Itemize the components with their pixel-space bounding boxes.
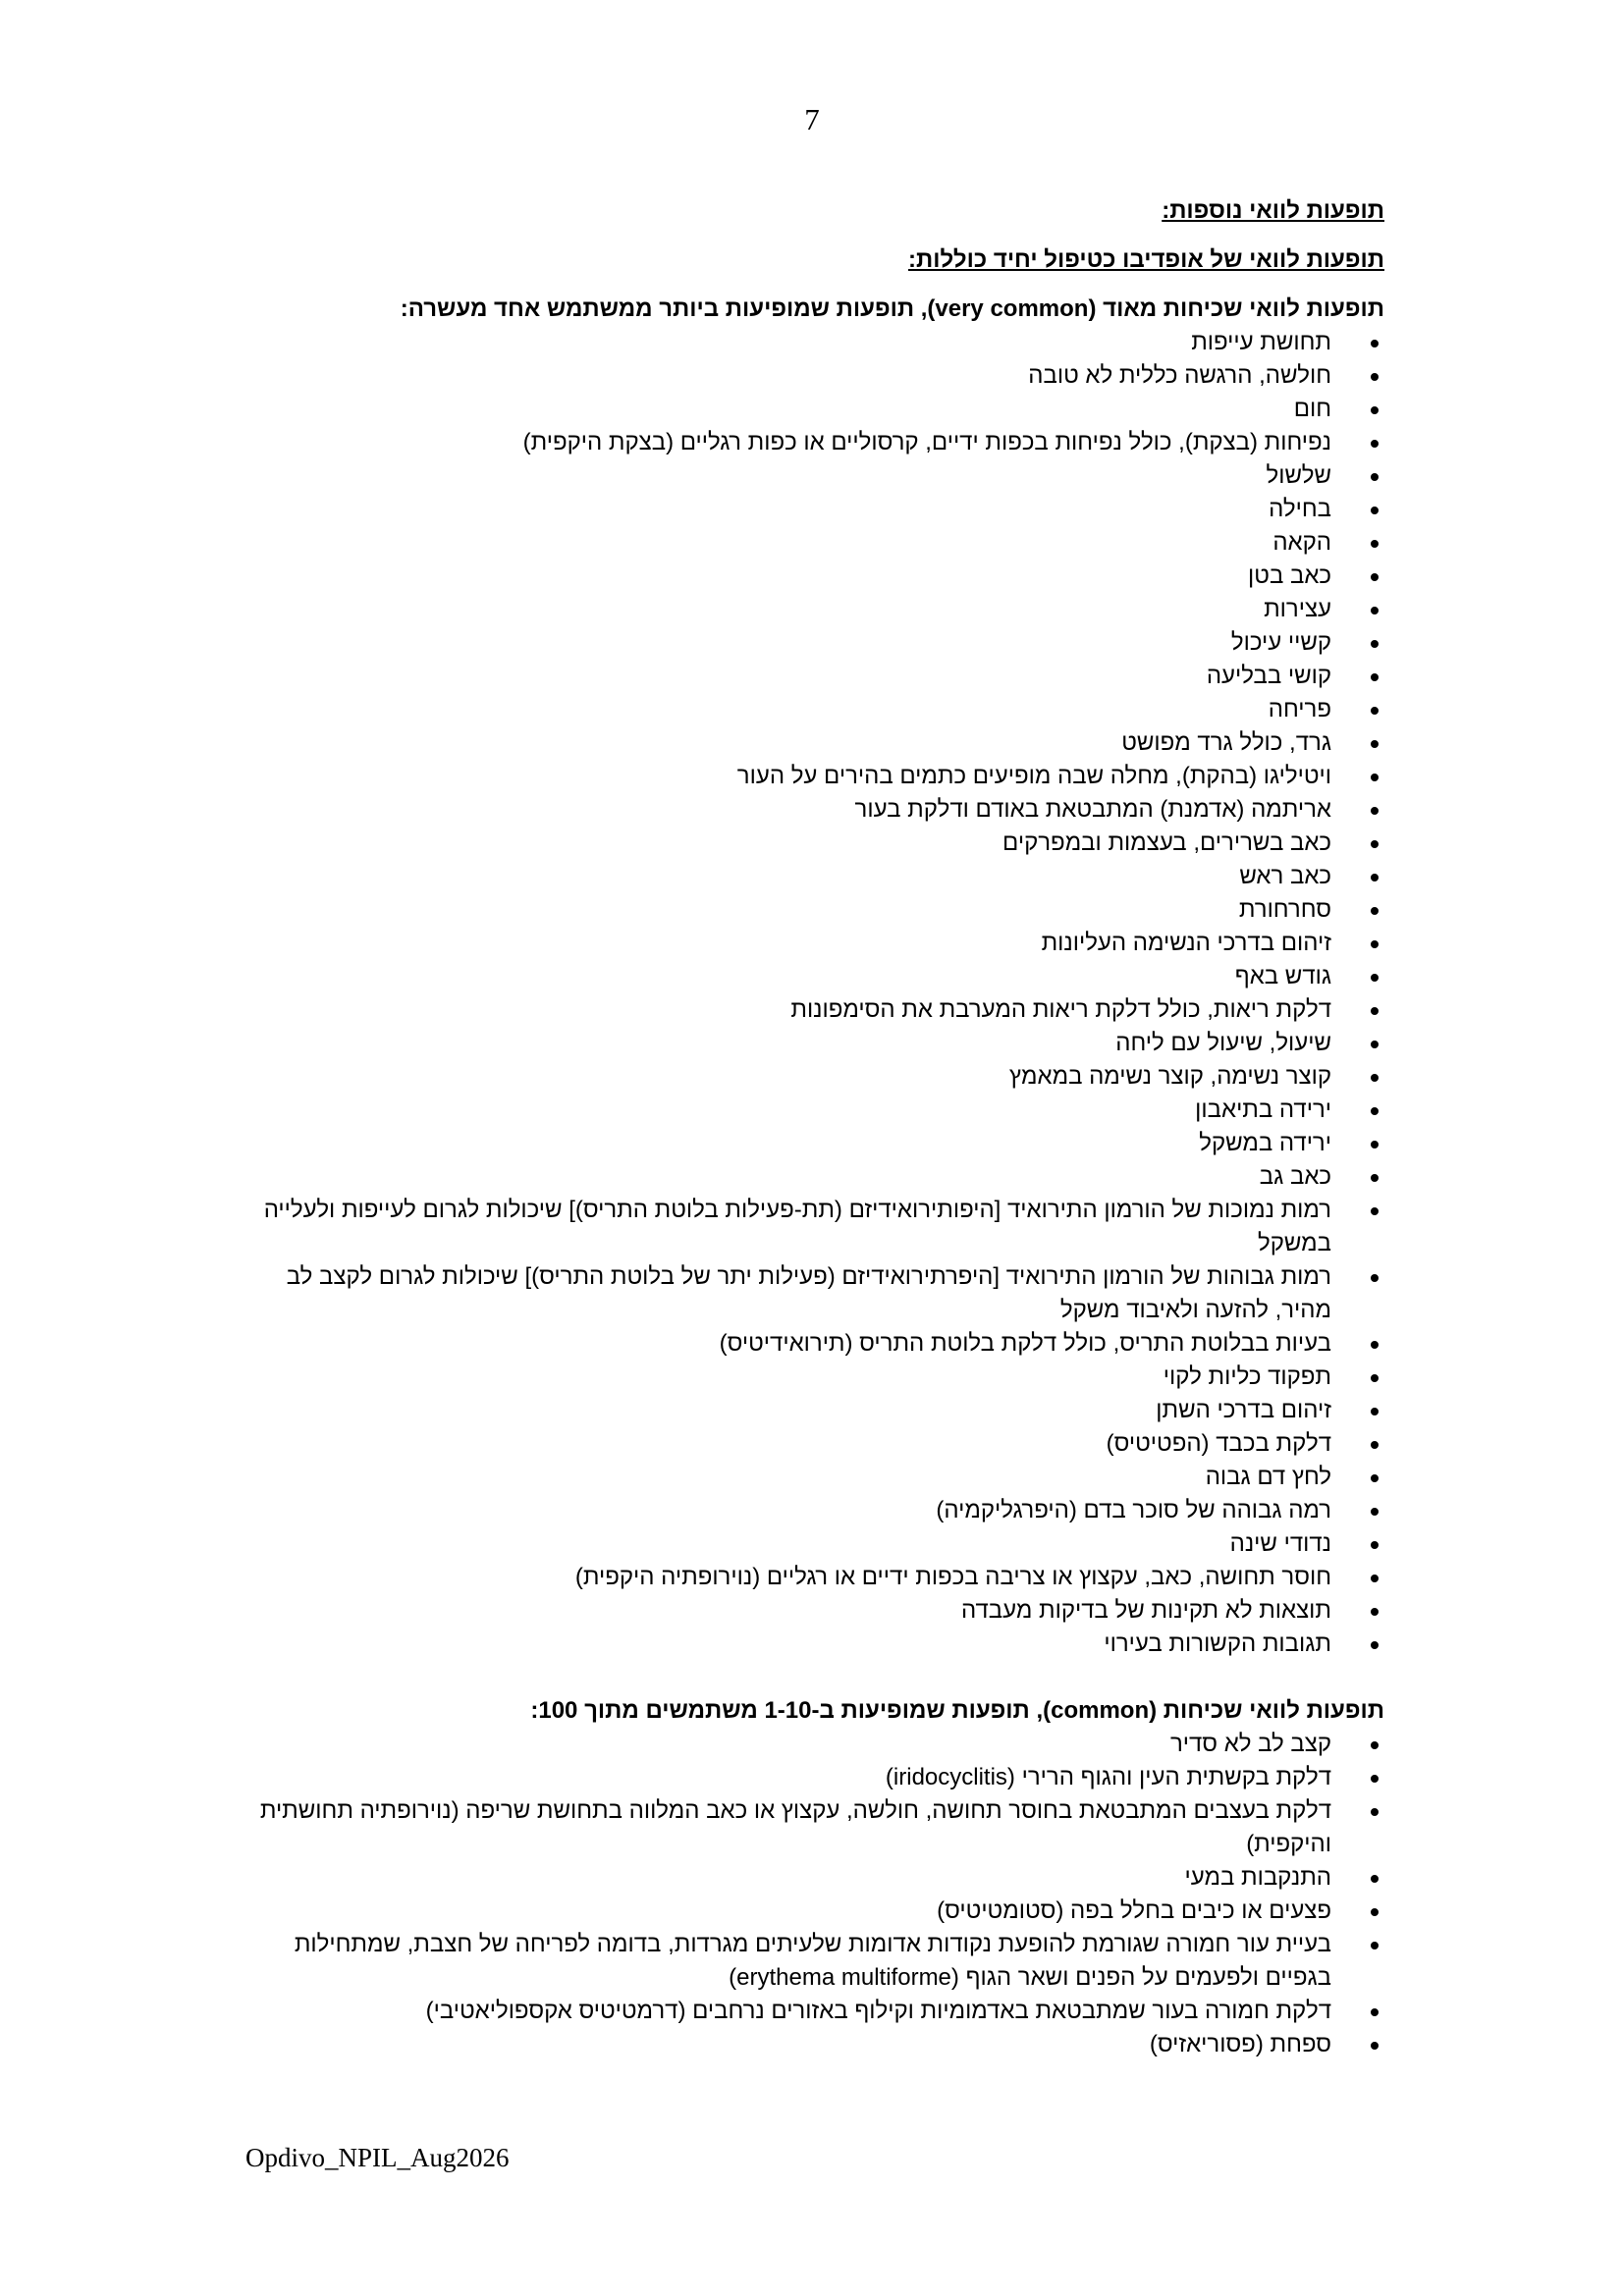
common-title: תופעות לוואי שכיחות (common), תופעות שמופיעות ב-1-10 משתמשים מתוך 100: bbox=[530, 1697, 1384, 1724]
list-item: דלקת ריאות, כולל דלקת ריאות המערבת את הסימפונות bbox=[245, 993, 1384, 1027]
subsection-heading: תופעות לוואי של אופדיבו כטיפול יחיד כוללות: bbox=[907, 246, 1384, 273]
list-item: חום bbox=[245, 393, 1384, 426]
list-item: זיהום בדרכי הנשימה העליונות bbox=[245, 927, 1384, 960]
common-list bbox=[245, 1728, 1384, 2061]
list-item: ויטיליגו (בהקת), מחלה שבה מופיעים כתמים בהירים על העור bbox=[245, 760, 1384, 793]
list-item: בחילה bbox=[245, 493, 1384, 526]
list-item: תחושת עייפות bbox=[245, 326, 1384, 359]
list-item: זיהום בדרכי השתן bbox=[245, 1394, 1384, 1427]
list-item: כאב בטן bbox=[245, 560, 1384, 593]
list-item: חוסר תחושה, כאב, עקצוץ או צריבה בכפות ידיים או רגליים (נוירופתיה היקפית) bbox=[245, 1561, 1384, 1594]
list-item: עצירות bbox=[245, 593, 1384, 626]
list-item: התנקבות במעי bbox=[245, 1861, 1384, 1895]
section-heading: תופעות לוואי נוספות: bbox=[1162, 197, 1384, 224]
list-item: אריתמה (אדמנת) המתבטאת באודם ודלקת בעור bbox=[245, 793, 1384, 827]
list-item: בעיית עור חמורה שגורמת להופעת נקודות אדומות שלעיתים מגרדות, בדומה לפריחה של חצבת, שמתחילות בגפיים ולפעמים על הפנים ושאר הגוף (erythema multiforme) bbox=[245, 1928, 1384, 1995]
list-item: גרד, כולל גרד מפושט bbox=[245, 726, 1384, 760]
list-item: קושי בבליעה bbox=[245, 660, 1384, 693]
list-item: הקאה bbox=[245, 526, 1384, 560]
list-item: קשיי עיכול bbox=[245, 626, 1384, 660]
list-item: ירידה במשקל bbox=[245, 1127, 1384, 1160]
list-item: קוצר נשימה, קוצר נשימה במאמץ bbox=[245, 1060, 1384, 1094]
list-item: רמות נמוכות של הורמון התירואיד [היפותירואידיזם (תת-פעילות בלוטת התריס)] שיכולות לגרום לעייפות ולעלייה במשקל bbox=[245, 1194, 1384, 1260]
list-item: פצעים או כיבים בחלל בפה (סטומטיטיס) bbox=[245, 1895, 1384, 1928]
list-item: שלשול bbox=[245, 459, 1384, 493]
list-item: ירידה בתיאבון bbox=[245, 1094, 1384, 1127]
document-body bbox=[245, 194, 1384, 2061]
page-number: 7 bbox=[804, 102, 820, 136]
list-item: קצב לב לא סדיר bbox=[245, 1728, 1384, 1761]
list-item: דלקת חמורה בעור שמתבטאת באדמומיות וקילוף באזורים נרחבים (דרמטיטיס אקספוליאטיבי) bbox=[245, 1995, 1384, 2028]
list-item: נפיחות (בצקת), כולל נפיחות בכפות ידיים, קרסוליים או כפות רגליים (בצקת היקפית) bbox=[245, 426, 1384, 459]
list-item: תוצאות לא תקינות של בדיקות מעבדה bbox=[245, 1594, 1384, 1628]
very-common-list bbox=[245, 326, 1384, 1661]
list-item: ספחת (פסוריאזיס) bbox=[245, 2028, 1384, 2061]
list-item: פריחה bbox=[245, 693, 1384, 726]
list-item: רמה גבוהה של סוכר בדם (היפרגליקמיה) bbox=[245, 1494, 1384, 1527]
list-item: חולשה, הרגשה כללית לא טובה bbox=[245, 359, 1384, 393]
very-common-title: תופעות לוואי שכיחות מאוד (very common), תופעות שמופיעות ביותר ממשתמש אחד מעשרה: bbox=[400, 295, 1384, 322]
list-item: כאב ראש bbox=[245, 860, 1384, 893]
list-item: לחץ דם גבוה bbox=[245, 1461, 1384, 1494]
list-item: נדודי שינה bbox=[245, 1527, 1384, 1561]
list-item: דלקת בכבד (הפטיטיס) bbox=[245, 1427, 1384, 1461]
list-item: כאב גב bbox=[245, 1160, 1384, 1194]
list-item: גודש באף bbox=[245, 960, 1384, 993]
list-item: תגובות הקשורות בעירוי bbox=[245, 1628, 1384, 1661]
document-footer: Opdivo_NPIL_Aug2026 bbox=[245, 2143, 510, 2172]
list-item: שיעול, שיעול עם ליחה bbox=[245, 1027, 1384, 1060]
list-item: רמות גבוהות של הורמון התירואיד [היפרתירואידיזם (פעילות יתר של בלוטת התריס)] שיכולות לגרום לקצב לב מהיר, להזעה ולאיבוד משקל bbox=[245, 1260, 1384, 1327]
list-item: תפקוד כליות לקוי bbox=[245, 1361, 1384, 1394]
list-item: כאב בשרירים, בעצמות ובמפרקים bbox=[245, 827, 1384, 860]
list-item: דלקת בעצבים המתבטאת בחוסר תחושה, חולשה, עקצוץ או כאב המלווה בתחושת שריפה (נוירופתיה תחושתית והיקפית) bbox=[245, 1794, 1384, 1861]
list-item: בעיות בבלוטת התריס, כולל דלקת בלוטת התריס (תירואידיטיס) bbox=[245, 1327, 1384, 1361]
list-item: דלקת בקשתית העין והגוף הרירי (iridocyclitis) bbox=[245, 1761, 1384, 1794]
list-item: סחרחורת bbox=[245, 893, 1384, 927]
